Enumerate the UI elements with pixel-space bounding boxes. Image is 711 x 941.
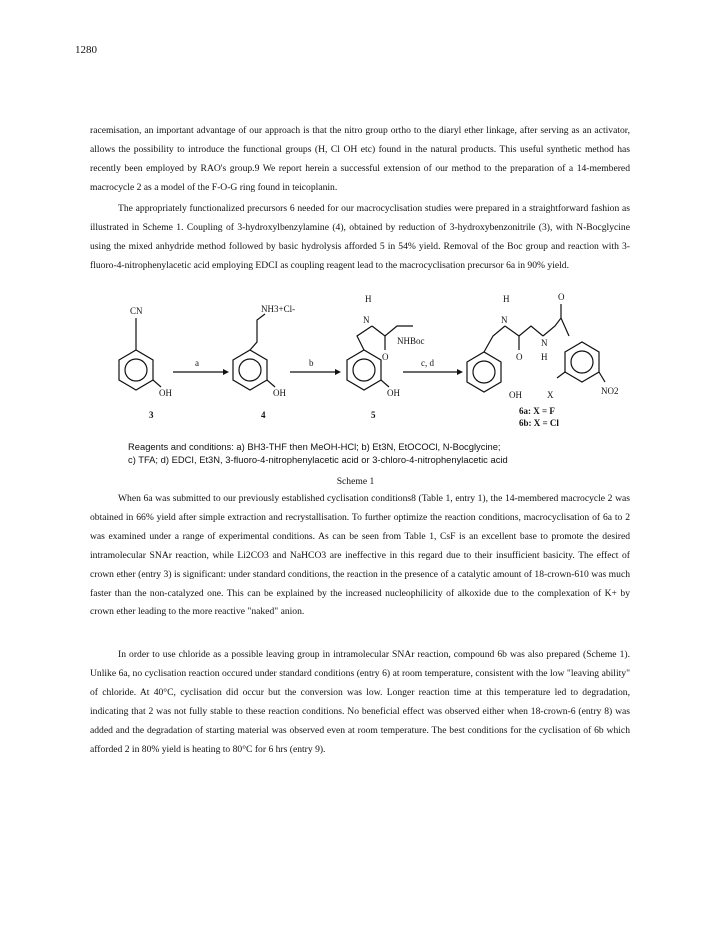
- caption-line-2: c) TFA; d) EDCI, Et3N, 3-fluoro-4-nitrophenylacetic acid or 3-chloro-4-nitrophenylacetic acid: [128, 454, 508, 465]
- nh3cl-label: NH3+Cl-: [261, 304, 296, 314]
- o-label-6a: O: [516, 352, 523, 362]
- no2-label: NO2: [601, 386, 619, 396]
- reaction-scheme: [95, 290, 619, 458]
- caption-line-1: Reagents and conditions: a) BH3-THF then MeOH-HCl; b) Et3N, EtOCOCl, N-Bocglycine;: [128, 441, 501, 452]
- ring-4: [233, 350, 267, 390]
- o-label-5: O: [382, 352, 389, 362]
- page-number: 1280: [75, 44, 97, 56]
- paragraph-2: The appropriately functionalized precursors 6 needed for our macrocyclisation studies were prepared in a straightforward fashion as illustrated in Scheme 1. Coupling of 3-hydroxylbenzylamine (4), obtained by reduction of 3-hydroxybenzonitrile (3), with N-Bocglycine using the mixed anhydride method followed by basic hydrolysis afforded 5 in 54% yield. Removal of the Boc group and reaction with 3-fluoro-4-nitrophenylacetic acid employing EDCI as coupling reagent lead to the macrocyclisation precursor 6a in 90% yield.: [90, 203, 630, 271]
- oh-label-6: OH: [509, 390, 522, 400]
- paragraph-3: When 6a was submitted to our previously established cyclisation conditions8 (Table 1, entry 1), the 14-membered macrocycle 2 was obtained in 66% yield after simple extraction and recrystallisation. To further optimize the reaction conditions, macrocyclisation of 6a to 2 was examined under a range of experimental conditions. As can be seen from Table 1, CsF is an excellent base to promote the desired intramolecular SNAr reaction, while Li2CO3 and NaHCO3 are ineffective in this regard due to their insufficient basicity. The effect of crown ether (entry 3) is significant: under standard conditions, the reaction in the presence of a catalytic amount of 18-crown-610 was much faster than the non-catalyzed one. This can be explained by the increased nucleophilicity of alkoxide due to the complexation of K+ by crown ether leading to the more reactive "naked" anion.: [90, 493, 630, 618]
- arrow-cd-label: c, d: [421, 358, 434, 368]
- compound-3-label: 3: [149, 410, 154, 420]
- oh-label-3: OH: [159, 388, 172, 398]
- arrow-b-label: b: [309, 358, 314, 368]
- scheme-label: Scheme 1: [336, 476, 375, 487]
- n-label-6b: N: [541, 338, 548, 348]
- ring-6-right: [565, 342, 599, 382]
- compound-6b-label: 6b: X = Cl: [519, 418, 559, 428]
- arrow-a-label: a: [195, 358, 199, 368]
- h-label-5: H: [365, 294, 372, 304]
- paragraph-4: In order to use chloride as a possible leaving group in intramolecular SNAr reaction, compound 6b was also prepared (Scheme 1). Unlike 6a, no cyclisation reaction occured under standard conditions (entry 6) at room temperature, consistent with the low "leaving ability" of chloride. At 40°C, cyclisation did occur but the conversion was low. Longer reaction time at this temperature led to degradation, indicating that 2 was not fully stable to these reaction conditions. No beneficial effect was observed either when 18-crown-6 (entry 8) was added and the degradation of starting material was observed even at room temperature. The best conditions for the cyclisation of 6b which afforded 2 in 80% yield is heating to 80°C for 6 hrs (entry 9).: [90, 649, 630, 755]
- h-label-6a: H: [503, 294, 510, 304]
- nhboc-label: NHBoc: [397, 336, 425, 346]
- scheme-drawing: [95, 290, 619, 458]
- n-label-5: N: [363, 315, 370, 325]
- o-label-6b: O: [558, 292, 565, 302]
- n-label-6a: N: [501, 315, 508, 325]
- h-label-6b: H: [541, 352, 548, 362]
- ring-5: [347, 350, 381, 390]
- oh-label-5: OH: [387, 388, 400, 398]
- ring-6-left: [467, 352, 501, 392]
- x-label: X: [547, 390, 554, 400]
- ring-3: [119, 350, 153, 390]
- scheme-caption: [128, 440, 598, 466]
- compound-4-label: 4: [261, 410, 266, 420]
- paragraph-1: racemisation, an important advantage of our approach is that the nitro group ortho to the diaryl ether linkage, after serving as an activator, allows the possibility to introduce the functional groups (H, Cl OH etc) found in the natural products. This useful synthetic method has recently been employed by RAO's group.9 We report herein a successful extension of our method to the preparation of a 14-membered macrocycle 2 as a model of the F-O-G ring found in teicoplanin.: [90, 125, 630, 193]
- compound-5-label: 5: [371, 410, 376, 420]
- compound-6a-label: 6a: X = F: [519, 406, 555, 416]
- cn-label: CN: [130, 306, 143, 316]
- oh-label-4: OH: [273, 388, 286, 398]
